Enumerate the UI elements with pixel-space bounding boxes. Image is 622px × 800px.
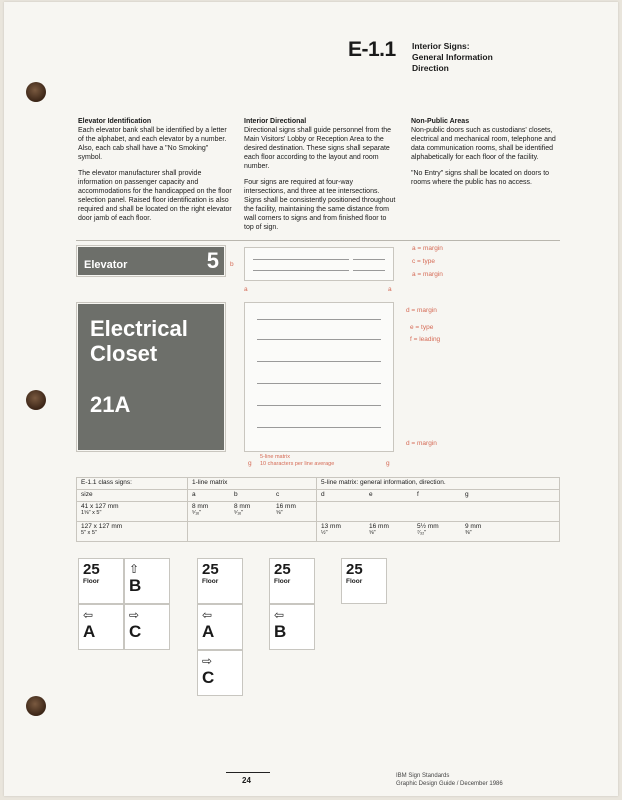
arrow-left-icon: ⇦ [274, 608, 285, 622]
floor-tile-25: 25 Floor [197, 558, 243, 604]
table-row: 127 x 127 mm 5" x 5" 13 mm ½" 16 mm ⅝" 5½ mm ⁷⁄₃₂" 9 mm ⅜" [77, 522, 560, 542]
page [4, 2, 618, 796]
arrow-right-icon: ⇨ [202, 654, 213, 668]
dim-type: c = type [412, 258, 435, 265]
binder-hole-top [26, 82, 46, 102]
floor-tile-25: 25 Floor [269, 558, 315, 604]
elevator-layout-diagram [244, 247, 394, 281]
arrow-left-icon: ⇦ [83, 608, 94, 622]
dim-f-leading: f = leading [410, 336, 441, 343]
dim-b-label: b [230, 261, 234, 268]
section-code: E-1.1 [348, 38, 396, 61]
floor-tile-25: 25 Floor [78, 558, 124, 604]
footer-credit: IBM Sign Standards Graphic Design Guide / December 1986 [396, 773, 503, 787]
dim-a-left: a [244, 286, 248, 293]
column-directional: Interior Directional Directional signs shall guide personnel from the Main Visitors' Lobby or Reception Area to the desired destination. These signs shall separate each floor according to the layout and room number. Four signs are required at four-way intersections, and three at tee intersections. Signs shall be consistently positioned throughout the facility, maintaining the same distance from wall corners to signs and from finished floor to top of sign. [244, 118, 396, 231]
direction-tile-b-up: ⇧ B [124, 558, 170, 604]
binder-hole-middle [26, 390, 46, 410]
matrix-note: 5-line matrix 10 characters per line average [260, 454, 335, 467]
dim-g-left: g [248, 460, 252, 467]
page-number: 24 [242, 776, 251, 785]
dim-a-right: a [388, 286, 392, 293]
spec-table: E-1.1 class signs: 1-line matrix 5-line matrix: general information, direction. size a b c d e f g 41 x 127 mm 1⅝" x 5" 8 mm ⁵⁄₁₆" 8 mm ⁵⁄₁₆" 16 mm ⅝" 127 x 127 mm 5" x 5" 13 mm ½" 16 mm ⅝" 5½ mm ⁷⁄₃₂" 9 mm ⅜" [76, 477, 560, 542]
elevator-sign: Elevator 5 [78, 247, 224, 275]
direction-tile-c-right: ⇨ C [124, 604, 170, 650]
dim-bottom-margin: a = margin [412, 271, 443, 278]
direction-tile-c-right: ⇨ C [197, 650, 243, 696]
arrow-left-icon: ⇦ [202, 608, 213, 622]
column-elevator: Elevator Identification Each elevator bank shall be identified by a letter of the alphabet, and each elevator by a number. Also, each cab shall have a "No Smoking" symbol. The elevator manufacturer shall provide information on passenger capacity and accommodations for the handicapped on the floor selection panel. Raised floor identification is also required and shall be located on the right elevator door jamb of each floor. [78, 118, 232, 222]
column-non-public: Non-Public Areas Non-public doors such as custodians' closets, electrical and mechanical room, telephone and data communication rooms, shall be identified alphabetically for each floor of the facility. "No Entry" signs shall be located on doors to rooms where the public has no access. [411, 118, 556, 186]
binder-hole-bottom [26, 696, 46, 716]
footer-rule [226, 772, 270, 773]
dim-top-margin: a = margin [412, 245, 443, 252]
table-row: 41 x 127 mm 1⅝" x 5" 8 mm ⁵⁄₁₆" 8 mm ⁵⁄₁₆" 16 mm ⅝" [77, 502, 560, 522]
direction-tile-a-left: ⇦ A [197, 604, 243, 650]
arrow-up-icon: ⇧ [129, 562, 140, 576]
direction-tile-a-left: ⇦ A [78, 604, 124, 650]
dim-g-right: g [386, 460, 390, 467]
five-line-matrix-diagram [244, 302, 394, 452]
section-title: Interior Signs: General Information Direction [412, 41, 493, 73]
arrow-right-icon: ⇨ [129, 608, 140, 622]
dim-d-margin-top: d = margin [406, 307, 437, 314]
electrical-closet-sign: Electrical Closet 21A [78, 304, 224, 450]
dim-e-type: e = type [410, 324, 434, 331]
floor-tile-25: 25 Floor [341, 558, 387, 604]
divider [76, 240, 560, 241]
direction-tile-b-left: ⇦ B [269, 604, 315, 650]
dim-d-margin-bottom: d = margin [406, 440, 437, 447]
